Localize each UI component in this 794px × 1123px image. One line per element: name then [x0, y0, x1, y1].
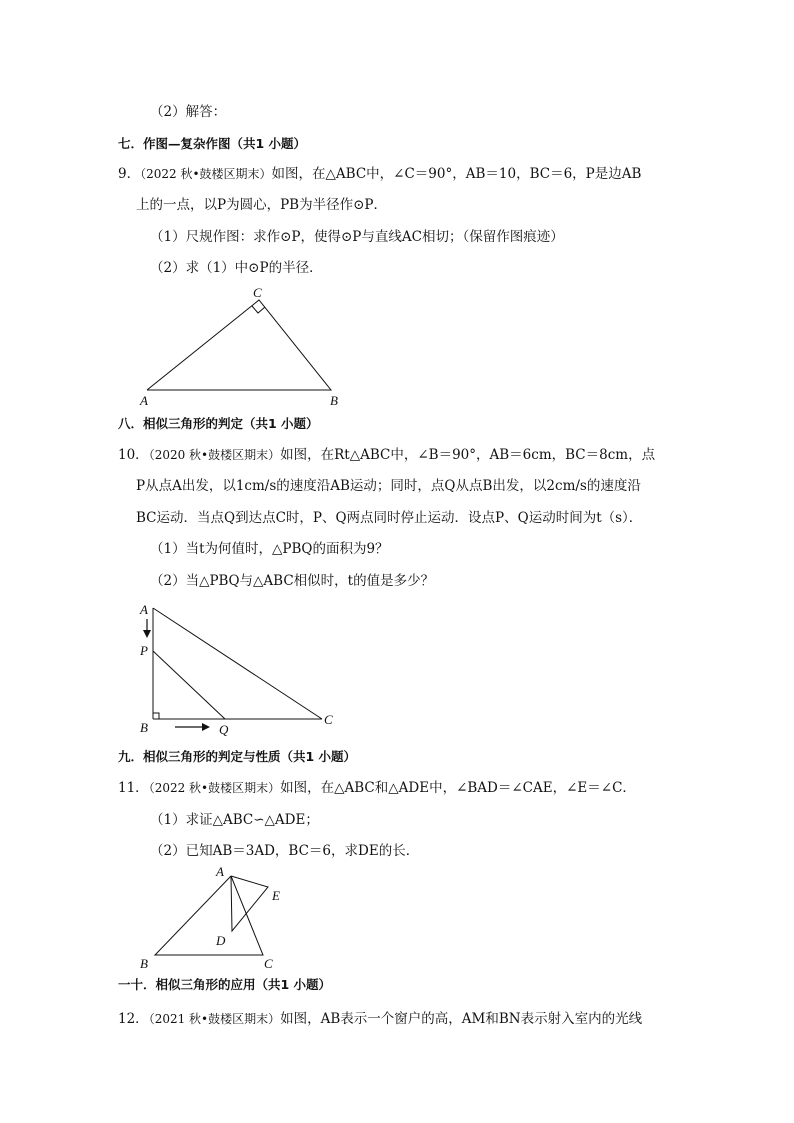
question-9-sub-2: （2）求（1）中⊙P的半径．	[150, 260, 323, 276]
question-source: （2022 秋•鼓楼区期末）	[140, 167, 272, 181]
question-text: 如图，在△ABC和△ADE中，∠BAD＝∠CAE，∠E＝∠C．	[280, 780, 636, 796]
question-10-sub-2: （2）当△PBQ与△ABC相似时，t的值是多少？	[150, 573, 435, 589]
figure-question-10	[139, 602, 333, 737]
question-10-line-3: BC运动．当点Q到达点C时，P、Q两点同时停止运动．设点P、Q运动时间为t（s）．	[136, 510, 643, 526]
right-angle-mark	[252, 306, 265, 313]
label-a: A	[216, 864, 224, 879]
label-d: D	[216, 933, 226, 948]
label-c: C	[253, 285, 262, 300]
question-11-sub-1: （1）求证△ABC∽△ADE；	[150, 812, 319, 828]
label-e: E	[272, 888, 280, 903]
question-source: （2021 秋•鼓楼区期末）	[148, 1012, 281, 1026]
segment-ac	[153, 608, 322, 719]
figure-question-9	[139, 285, 338, 408]
triangle-abc	[155, 876, 263, 955]
right-angle-mark	[153, 713, 159, 719]
question-number: 11．	[118, 780, 149, 796]
label-q: Q	[219, 722, 229, 737]
figure-question-11	[140, 864, 280, 971]
question-text: 如图，在△ABC中，∠C＝90°，AB＝10，BC＝6，P是边AB	[271, 166, 642, 182]
question-source: （2020 秋•鼓楼区期末）	[148, 448, 281, 462]
question-number: 10．	[118, 447, 149, 463]
question-number: 12．	[118, 1011, 149, 1027]
question-source: （2022 秋•鼓楼区期末）	[148, 781, 281, 795]
label-c: C	[324, 712, 333, 727]
label-b: B	[140, 956, 148, 971]
label-p: P	[140, 643, 148, 658]
question-text: 如图，AB表示一个窗户的高，AM和BN表示射入室内的光线	[280, 1011, 643, 1027]
label-b: B	[140, 720, 148, 735]
section-heading-8: 八．相似三角形的判定（共1 小题）	[118, 416, 319, 431]
arrow-right-head	[202, 723, 210, 731]
triangle-abc	[147, 300, 331, 390]
section-heading-7: 七．作图—复杂作图（共1 小题）	[118, 136, 307, 151]
label-a: A	[140, 602, 148, 617]
question-11-sub-2: （2）已知AB＝3AD，BC＝6，求DE的长．	[150, 843, 420, 859]
question-9-line-2: 上的一点，以P为圆心，PB为半径作⊙P．	[136, 197, 387, 213]
label-c: C	[264, 956, 273, 971]
question-10-sub-1: （1）当t为何值时，△PBQ的面积为9？	[150, 541, 389, 557]
label-b: B	[330, 393, 338, 408]
arrow-down-head	[143, 630, 151, 638]
question-9-sub-1: （1）尺规作图：求作⊙P，使得⊙P与直线AC相切；（保留作图痕迹）	[150, 229, 564, 245]
question-number: 9．	[118, 166, 141, 182]
segment-pq	[153, 651, 225, 719]
label-a: A	[140, 393, 148, 408]
answer-line: （2）解答：	[150, 104, 227, 120]
question-text: 如图，在Rt△ABC中，∠B＝90°，AB＝6cm，BC＝8cm，点	[280, 447, 656, 463]
section-heading-10: 一十．相似三角形的应用（共1 小题）	[118, 977, 332, 992]
question-10-line-2: P从点A出发，以1cm/s的速度沿AB运动；同时，点Q从点B出发，以2cm/s的速度沿	[136, 478, 641, 494]
section-heading-9: 九．相似三角形的判定与性质（共1 小题）	[118, 749, 357, 764]
